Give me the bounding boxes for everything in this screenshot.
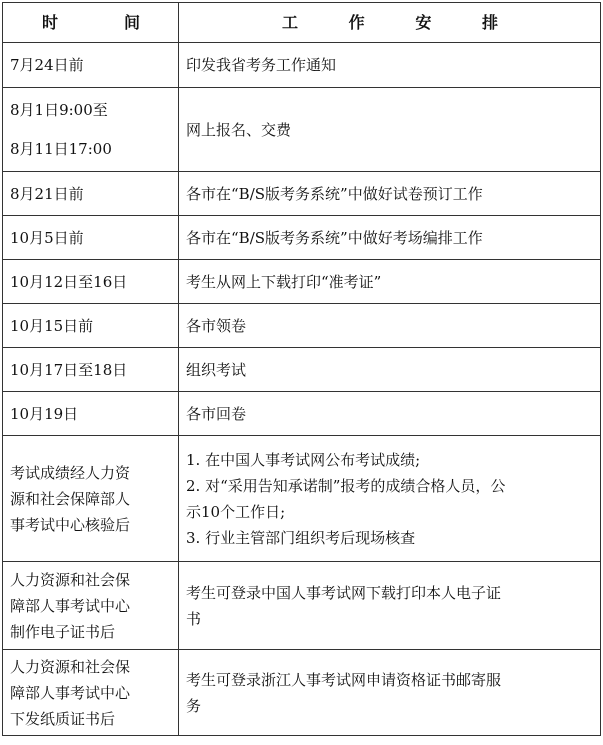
- time-text: 10月12日至16日: [10, 272, 128, 291]
- time-text: 人力资源和社会保: [10, 657, 131, 676]
- time-text: 10月19日: [10, 404, 79, 423]
- task-cell: [179, 43, 601, 88]
- time-cell: [3, 260, 179, 304]
- table-row: [3, 172, 601, 216]
- header-task-char: 作: [348, 12, 365, 32]
- time-cell: [3, 43, 179, 88]
- header-task-char: 排: [481, 12, 498, 32]
- task-text: 考生可登录中国人事考试网下载打印本人电子证: [186, 583, 502, 602]
- time-cell: [3, 216, 179, 260]
- task-cell: [179, 172, 601, 216]
- task-text: 各市回卷: [186, 404, 247, 423]
- time-text: 障部人事考试中心: [10, 683, 131, 702]
- exam-schedule-table: [2, 2, 601, 736]
- time-text: 考试成绩经人力资: [10, 463, 131, 482]
- time-cell: [3, 562, 179, 650]
- task-text: 考生从网上下载打印“准考证”: [186, 272, 382, 291]
- task-cell: [179, 260, 601, 304]
- time-text: 人力资源和社会保: [10, 570, 131, 589]
- task-cell: [179, 304, 601, 348]
- header-task: [179, 3, 601, 43]
- time-text: 下发纸质证书后: [10, 709, 116, 728]
- task-text: 书: [186, 609, 202, 628]
- time-cell: [3, 348, 179, 392]
- table-row: [3, 348, 601, 392]
- task-text: 务: [186, 696, 202, 715]
- table-row: [3, 260, 601, 304]
- task-cell: [179, 88, 601, 172]
- time-text: 8月11日17:00: [10, 139, 112, 158]
- table-row: [3, 43, 601, 88]
- task-text: 考生可登录浙江人事考试网申请资格证书邮寄服: [186, 670, 502, 689]
- task-cell: [179, 436, 601, 562]
- task-cell: [179, 392, 601, 436]
- task-cell: [179, 562, 601, 650]
- time-text: 障部人事考试中心: [10, 596, 131, 615]
- time-text: 7月24日前: [10, 56, 84, 74]
- header-task-char: 工: [282, 12, 299, 32]
- task-text: 示10个工作日;: [186, 502, 286, 521]
- header-time: [3, 3, 179, 43]
- header-time-char: 间: [123, 12, 140, 32]
- task-text: 印发我省考务工作通知: [186, 56, 337, 74]
- time-cell: [3, 392, 179, 436]
- task-text: 各市在“B/S版考务系统”中做好试卷预订工作: [186, 184, 483, 203]
- table-row: [3, 392, 601, 436]
- time-text: 制作电子证书后: [10, 622, 116, 641]
- task-cell: [179, 650, 601, 736]
- task-text: 各市在“B/S版考务系统”中做好考场编排工作: [186, 228, 483, 247]
- table-row: [3, 216, 601, 260]
- task-text: 网上报名、交费: [186, 120, 292, 139]
- header-time-char: 时: [42, 12, 59, 32]
- table-row: [3, 88, 601, 172]
- header-row: [3, 3, 601, 43]
- task-text: 各市领卷: [186, 316, 247, 335]
- task-cell: [179, 348, 601, 392]
- table-row: [3, 650, 601, 736]
- time-cell: [3, 88, 179, 172]
- header-task-char: 安: [415, 12, 432, 32]
- task-text: 3. 行业主管部门组织考后现场核查: [186, 528, 416, 547]
- time-text: 8月21日前: [10, 184, 84, 203]
- task-cell: [179, 216, 601, 260]
- task-text: 2. 对“采用告知承诺制”报考的成绩合格人员，公: [186, 476, 506, 495]
- time-cell: [3, 650, 179, 736]
- time-text: 8月1日9:00至: [10, 100, 108, 119]
- time-cell: [3, 436, 179, 562]
- table-row: [3, 562, 601, 650]
- task-text: 1. 在中国人事考试网公布考试成绩;: [186, 450, 421, 469]
- time-cell: [3, 304, 179, 348]
- time-text: 10月5日前: [10, 228, 84, 247]
- time-text: 源和社会保障部人: [10, 489, 131, 508]
- table-row: [3, 436, 601, 562]
- time-cell: [3, 172, 179, 216]
- time-text: 事考试中心核验后: [10, 515, 131, 534]
- time-text: 10月15日前: [10, 316, 94, 335]
- task-text: 组织考试: [186, 360, 247, 379]
- time-text: 10月17日至18日: [10, 360, 128, 379]
- table-row: [3, 304, 601, 348]
